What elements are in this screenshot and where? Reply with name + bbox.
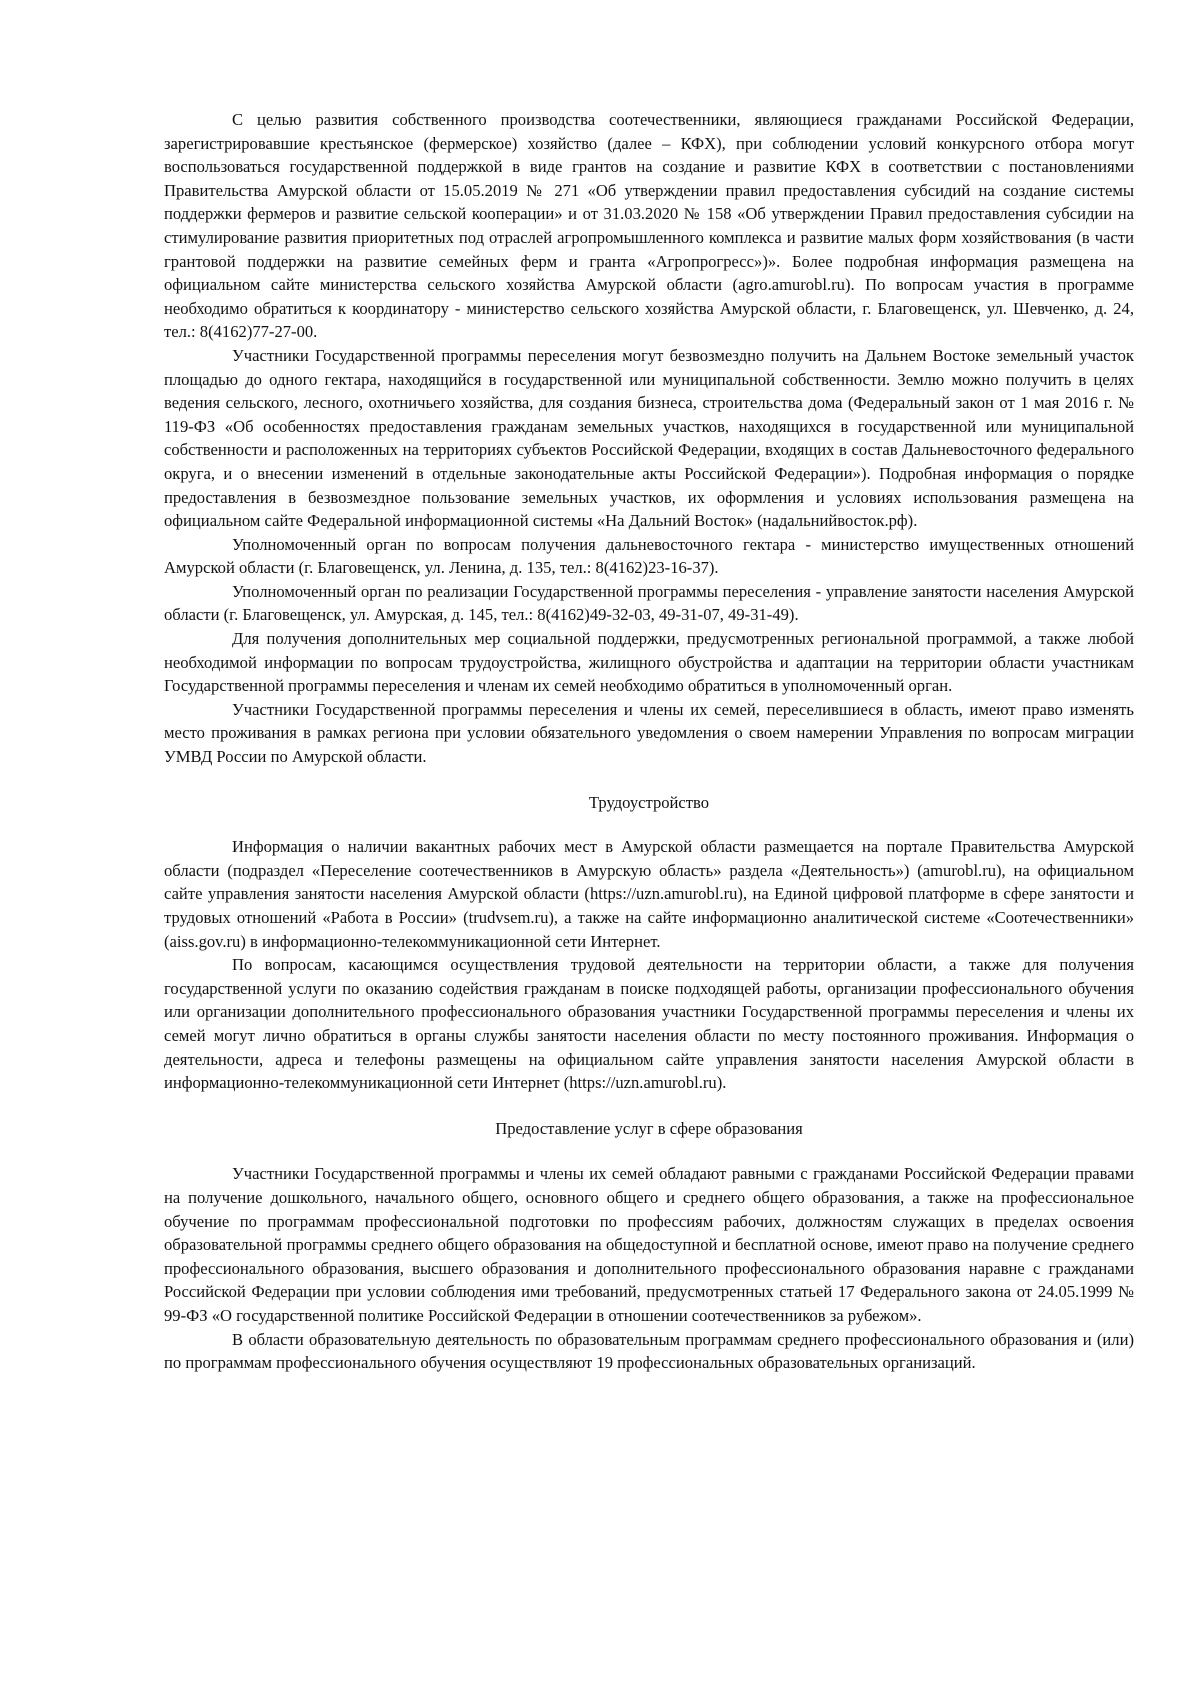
paragraph-education-rights: Участники Государственной программы и члены их семей обладают равными с гражданами Российской Федерации правами на получение дошкольного, начального общего, основного общего и среднего общего образования, а также на профессиональное обучение по программам профессиональной подготовки по профессиям рабочих, должностям служащих в пределах освоения образовательной программы среднего общего образования на общедоступной и бесплатной основе, имеют право на получение среднего профессионального образования, высшего образования и дополнительного профессионального образования наравне с гражданами Российской Федерации при условии соблюдения ими требований, предусмотренных статьей 17 Федерального закона от 24.05.1999 № 99-ФЗ «О государственной политике Российской Федерации в отношении соотечественников за рубежом». — [164, 1164, 1134, 1325]
document-body — [164, 108, 1134, 1375]
paragraph-additional-support: Для получения дополнительных мер социальной поддержки, предусмотренных региональной программой, а также любой необходимой информации по вопросам трудоустройства, жилищного обустройства и адаптации на территории области участникам Государственной программы переселения и членам их семей необходимо обратиться в уполномоченный орган. — [164, 629, 1134, 696]
paragraph-employment-services: По вопросам, касающимся осуществления трудовой деятельности на территории области, а также для получения государственной услуги по оказанию содействия гражданам в поиске подходящей работы, организации профессионального обучения или организации дополнительного профессионального образования участники Государственной программы переселения и члены их семей могут лично обратиться в органы службы занятости населения области по месту постоянного проживания. Информация о деятельности, адреса и телефоны размещены на официальном сайте управления занятости населения Амурской области в информационно-телекоммуникационной сети Интернет (https://uzn.amurobl.ru). — [164, 955, 1134, 1093]
paragraph-hectare-authority: Уполномоченный орган по вопросам получения дальневосточного гектара - министерство имущественных отношений Амурской области (г. Благовещенск, ул. Ленина, д. 135, тел.: 8(4162)23-16-37). — [164, 534, 1134, 578]
paragraph-residence-change: Участники Государственной программы переселения и члены их семей, переселившиеся в область, имеют право изменять место проживания в рамках региона при условии обязательного уведомления о своем намерении Управления по вопросам миграции УМВД России по Амурской области. — [164, 699, 1134, 767]
paragraph-vacancies-info: Информация о наличии вакантных рабочих мест в Амурской области размещается на портале Правительства Амурской области (подраздел «Переселение соотечественников в Амурскую область» раздела «Деятельность») (amurobl.ru), на официальном сайте управления занятости населения Амурской области (https://uzn.amurobl.ru), на Единой цифровой платформе в сфере занятости и трудовых отношений «Работа в России» (trudvsem.ru), а также на сайте информационно аналитической системе «Соотечественники» (aiss.gov.ru) в информационно-телекоммуникационной сети Интернет. — [164, 837, 1134, 951]
section-heading-education: Предоставление услуг в сфере образования — [495, 1118, 803, 1138]
paragraph-program-authority: Уполномоченный орган по реализации Государственной программы переселения - управление занятости населения Амурской области (г. Благовещенск, ул. Амурская, д. 145, тел.: 8(4162)49-32-03, 49-31-07, 49-31-49). — [164, 581, 1134, 625]
paragraph-far-east-hectare: Участники Государственной программы переселения могут безвозмездно получить на Дальнем Востоке земельный участок площадью до одного гектара, находящийся в государственной или муниципальной собственности. Землю можно получить в целях ведения сельского, лесного, охотничьего хозяйства, для создания бизнеса, строительства дома (Федеральный закон от 1 мая 2016 г. № 119-ФЗ «Об особенностях предоставления гражданам земельных участков, находящихся в государственной или муниципальной собственности и расположенных на территориях субъектов Российской Федерации, входящих в состав Дальневосточного федерального округа, и о внесении изменений в отдельные законодательные акты Российской Федерации»). Подробная информация о порядке предоставления в безвозмездное пользование земельных участков, их оформления и условиях использования размещена на официальном сайте Федеральной информационной системы «На Дальний Восток» (надальнийвосток.рф). — [164, 345, 1134, 531]
paragraph-kfh-grants: С целью развития собственного производства соотечественники, являющиеся гражданами Российской Федерации, зарегистрировавшие крестьянское (фермерское) хозяйство (далее – КФХ), при соблюдении условий конкурсного отбора могут воспользоваться государственной поддержкой в виде грантов на создание и развитие КФХ в соответствии с постановлениями Правительства Амурской области от 15.05.2019 № 271 «Об утверждении правил предоставления субсидий на создание системы поддержки фермеров и развитие сельской кооперации» и от 31.03.2020 № 158 «Об утверждении Правил предоставления субсидии на стимулирование развития приоритетных под отраслей агропромышленного комплекса и развитие малых форм хозяйствования (в части грантовой поддержки на развитие семейных ферм и гранта «Агропрогресс»)». Более подробная информация размещена на официальном сайте министерства сельского хозяйства Амурской области (agro.amurobl.ru). По вопросам участия в программе необходимо обратиться к координатору - министерство сельского хозяйства Амурской области, г. Благовещенск, ул. Шевченко, д. 24, тел.: 8(4162)77-27-00. — [164, 110, 1134, 342]
paragraph-education-organizations: В области образовательную деятельность по образовательным программам среднего профессионального образования и (или) по программам профессионального обучения осуществляют 19 профессиональных образовательных организаций. — [164, 1329, 1134, 1373]
section-heading-employment: Трудоустройство — [588, 792, 710, 812]
